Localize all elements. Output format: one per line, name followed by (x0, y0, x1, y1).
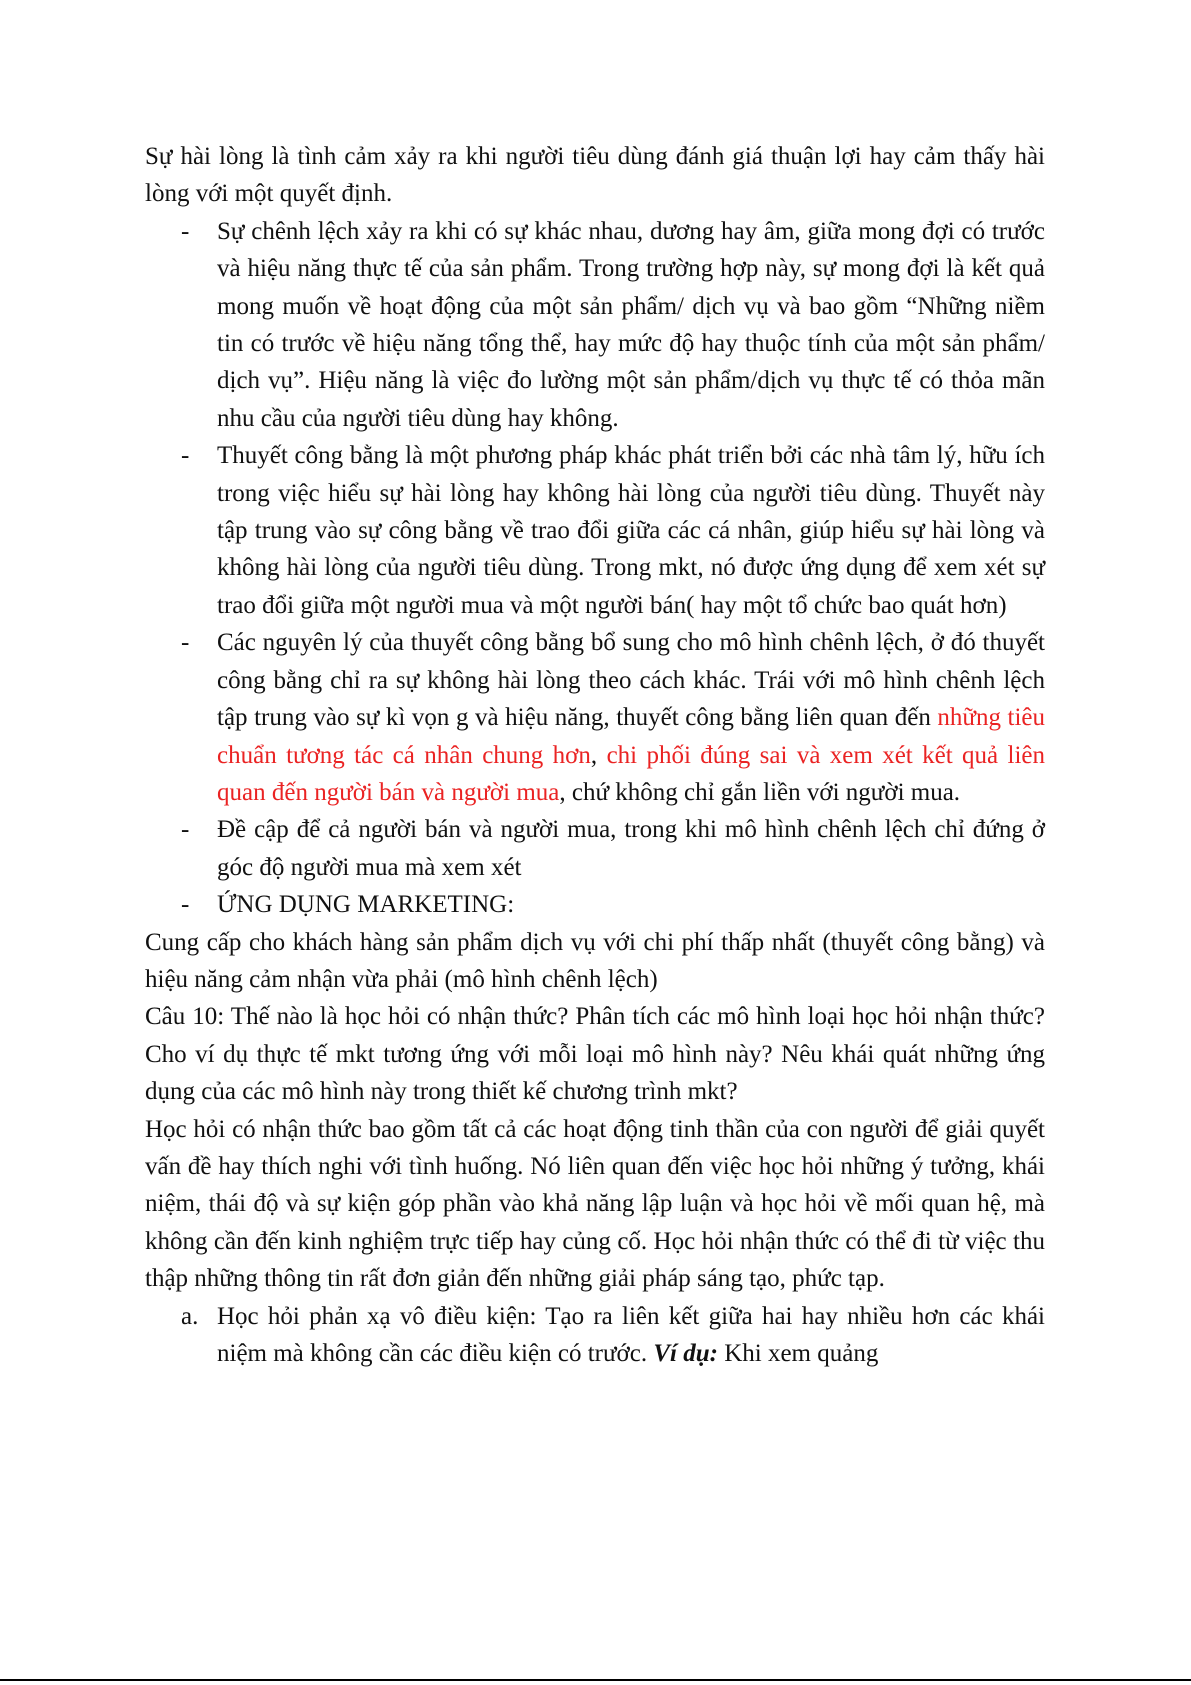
bullet-text: Đề cập để cả người bán và người mua, trong khi mô hình chênh lệch chỉ đứng ở góc độ người mua mà xem xét (217, 816, 1045, 881)
bullet-marker: - (181, 442, 190, 470)
marketing-paragraph: Cung cấp cho khách hàng sản phẩm dịch vụ với chi phí thấp nhất (thuyết công bằng) và hiệu năng cảm nhận vừa phải (mô hình chênh lệch) (145, 928, 1045, 993)
highlighted-text: chi phối đúng sai và xem xét kết quả liên quan đến người bán và người mua (217, 741, 1046, 806)
bullet-discrepancy (145, 213, 1045, 437)
bullet-text: Thuyết công bằng là một phương pháp khác phát triển bởi các nhà tâm lý, hữu ích trong việc hiểu sự hài lòng hay không hài lòng của người tiêu dùng. Thuyết này tập trung vào sự công bằng về trao đổi giữa các cá nhân, giúp hiểu sự hài lòng và không hài lòng của người tiêu dùng. Trong mkt, nó được ứng dụng để xem xét sự trao đổi giữa một người mua và một người bán( hay một tổ chức bao quát hơn) (217, 442, 1045, 619)
bullet-buyer-seller (145, 811, 1045, 886)
bullet-marker: - (181, 816, 190, 844)
item-text: Học hỏi phản xạ vô điều kiện: Tạo ra liên kết giữa hai hay nhiều hơn các khái niệm mà không cần các điều kiện có trước. (217, 1302, 1045, 1367)
item-a (145, 1298, 1045, 1373)
bullet-text: , chứ không chỉ gắn liền với người mua. (559, 778, 961, 806)
bullet-equity-theory (145, 437, 1045, 624)
item-marker: a. (181, 1302, 199, 1330)
highlighted-text: những tiêu chuẩn tương tác cá nhân chung hơn (217, 704, 1045, 769)
bullet-text: Sự chênh lệch xảy ra khi có sự khác nhau, dương hay âm, giữa mong đợi có trước và hiệu năng thực tế của sản phẩm. Trong trường hợp này, sự mong đợi là kết quả mong muốn về hoạt động của một sản phẩm/ dịch vụ và bao gồm “Những niềm tin có trước về hiệu năng tổng thể, hay mức độ hay thuộc tính của một sản phẩm/ dịch vụ”. Hiệu năng là việc đo lường một sản phẩm/dịch vụ thực tế có thỏa mãn nhu cầu của người tiêu dùng hay không. (217, 217, 1045, 432)
bullet-marker: - (181, 217, 190, 245)
item-text: Khi xem quảng (717, 1340, 879, 1367)
answer-10: Học hỏi có nhận thức bao gồm tất cả các hoạt động tinh thần của con người để giải quyết vấn đề hay thích nghi với tình huống. Nó liên quan đến việc học hỏi những ý tưởng, khái niệm, thái độ và sự kiện góp phần vào khả năng lập luận và học hỏi về mối quan hệ, mà không cần đến kinh nghiệm trực tiếp hay củng cố. Học hỏi nhận thức có thể đi từ việc thu thập những thông tin rất đơn giản đến những giải pháp sáng tạo, phức tạp. (145, 1115, 1045, 1293)
bullet-text: ỨNG DỤNG MARKETING: (217, 891, 515, 919)
page-bottom-rule (0, 1679, 1191, 1681)
bullet-marketing-heading (145, 886, 1045, 923)
question-10: Câu 10: Thế nào là học hỏi có nhận thức? Phân tích các mô hình loại học hỏi nhận thức? Cho ví dụ thực tế mkt tương ứng với mỗi loại mô hình này? Nêu khái quát những ứng dụng của các mô hình này trong thiết kế chương trình mkt? (145, 1003, 1045, 1106)
bullet-text: , (590, 741, 607, 769)
intro-paragraph: Sự hài lòng là tình cảm xảy ra khi người tiêu dùng đánh giá thuận lợi hay cảm thấy hài lòng với một quyết định. (145, 143, 1045, 208)
bullet-marker: - (181, 891, 190, 919)
bullet-equity-principles (145, 624, 1045, 811)
document-page (145, 138, 1045, 1372)
bullet-text: Các nguyên lý của thuyết công bằng bổ sung cho mô hình chênh lệch, ở đó thuyết công bằng chỉ ra sự không hài lòng theo cách khác. Trái với mô hình chênh lệch tập trung vào sự kì vọn g và hiệu năng, thuyết công bằng liên quan đến (217, 629, 1045, 732)
bullet-marker: - (181, 629, 190, 657)
example-label: Ví dụ: (653, 1340, 718, 1367)
